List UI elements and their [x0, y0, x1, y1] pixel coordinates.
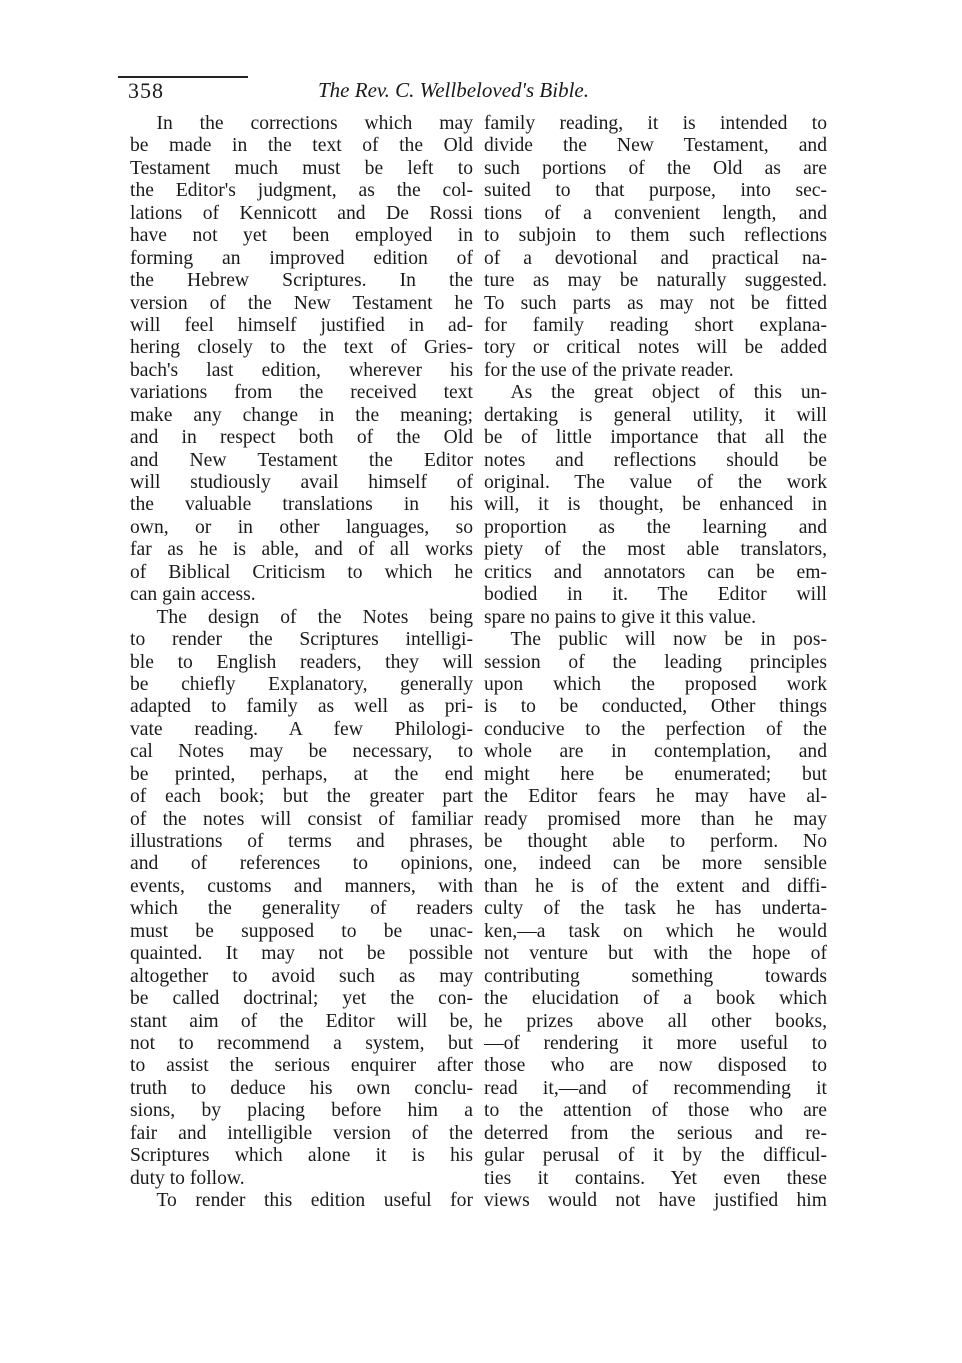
text-line: cal Notes may be necessary, to — [130, 741, 473, 763]
text-line: he prizes above all other books, — [484, 1010, 827, 1032]
text-line: make any change in the meaning; — [130, 404, 473, 426]
text-line: forming an improved edition of — [130, 247, 473, 269]
text-line: —of rendering it more useful to — [484, 1032, 827, 1054]
text-line: ties it contains. Yet even these — [484, 1167, 827, 1189]
text-line: quainted. It may not be possible — [130, 943, 473, 965]
text-line: altogether to avoid such as may — [130, 965, 473, 987]
text-line: those who are now disposed to — [484, 1055, 827, 1077]
text-line: the Editor's judgment, as the col- — [130, 180, 473, 202]
text-line: fair and intelligible version of the — [130, 1122, 473, 1144]
text-line: vate reading. A few Philologi- — [130, 718, 473, 740]
text-line: have not yet been employed in — [130, 225, 473, 247]
text-line: the elucidation of a book which — [484, 988, 827, 1010]
text-line: bodied in it. The Editor will — [484, 584, 827, 606]
text-line: such portions of the Old as are — [484, 157, 827, 179]
text-line: be thought able to perform. No — [484, 831, 827, 852]
text-line: be of little importance that all the — [484, 427, 827, 449]
text-line: piety of the most able translators, — [484, 539, 827, 561]
text-line: upon which the proposed work — [484, 673, 827, 695]
text-line: version of the New Testament he — [130, 292, 473, 314]
text-line: be printed, perhaps, at the end — [130, 763, 473, 785]
text-line: the Editor fears he may have al- — [484, 786, 827, 808]
running-title: The Rev. C. Wellbeloved's Bible. — [318, 78, 590, 102]
text-line: ready promised more than he may — [484, 808, 827, 830]
text-line: is to be conducted, Other things — [484, 696, 827, 718]
text-line: In the corrections which may — [156, 113, 473, 134]
text-line: must be supposed to be unac- — [130, 920, 473, 942]
text-line: will feel himself justified in ad- — [130, 314, 473, 336]
text-line: will studiously avail himself of — [130, 472, 473, 493]
right-column — [484, 113, 827, 1212]
text-line: than he is of the extent and diffi- — [484, 875, 827, 897]
text-line: ken,—a task on which he would — [484, 920, 827, 942]
text-line: which the generality of readers — [130, 898, 473, 920]
text-line: the valuable translations in his — [130, 494, 473, 516]
text-line: variations from the received text — [130, 382, 473, 404]
text-line: gular perusal of it by the difficul- — [484, 1145, 827, 1167]
text-line: suited to that purpose, into sec- — [484, 180, 827, 202]
text-line: adapted to family as well as pri- — [130, 696, 473, 718]
text-line: notes and reflections should be — [484, 449, 827, 471]
text-line: To such parts as may not be fitted — [484, 292, 827, 314]
text-line: to render the Scriptures intelligi- — [130, 629, 473, 651]
text-line: session of the leading principles — [484, 651, 827, 673]
text-line: far as he is able, and of all works — [130, 539, 473, 561]
text-line: not venture but with the hope of — [484, 943, 827, 965]
text-line: whole are in contemplation, and — [484, 741, 827, 763]
text-line: As the great object of this un- — [510, 382, 827, 404]
text-line: to the attention of those who are — [484, 1100, 827, 1122]
text-line: and in respect both of the Old — [130, 427, 473, 449]
text-line: ture as may be naturally suggested. — [484, 270, 827, 292]
text-line: of Biblical Criticism to which he — [130, 561, 473, 583]
text-line: not to recommend a system, but — [130, 1032, 473, 1054]
text-line: events, customs and manners, with — [130, 875, 473, 897]
text-line: to assist the serious enquirer after — [130, 1055, 473, 1077]
text-line: might here be enumerated; but — [484, 763, 827, 785]
text-line: divide the New Testament, and — [484, 135, 827, 157]
text-line: and of references to opinions, — [130, 853, 473, 875]
text-line: hering closely to the text of Gries- — [130, 337, 473, 359]
text-line: original. The value of the work — [484, 472, 827, 493]
text-line: Scriptures which alone it is his — [130, 1145, 473, 1167]
text-line: be called doctrinal; yet the con- — [130, 988, 473, 1010]
text-line: sions, by placing before him a — [130, 1100, 473, 1122]
text-line: Testament much must be left to — [130, 157, 473, 179]
text-line: for family reading short explana- — [484, 314, 827, 336]
text-line: dertaking is general utility, it will — [484, 404, 827, 426]
text-line: spare no pains to give it this value. — [484, 606, 757, 628]
text-line: be chiefly Explanatory, generally — [130, 673, 473, 695]
text-line: bach's last edition, wherever his — [130, 359, 473, 381]
text-line: tory or critical notes will be added — [484, 337, 827, 359]
text-line: duty to follow. — [130, 1167, 245, 1189]
text-line: be made in the text of the Old — [130, 135, 473, 157]
text-line: culty of the task he has underta- — [484, 898, 827, 920]
text-line: deterred from the serious and re- — [484, 1122, 827, 1144]
text-line: own, or in other languages, so — [130, 516, 473, 538]
text-line: family reading, it is intended to — [484, 113, 827, 134]
text-line: tions of a convenient length, and — [484, 202, 827, 224]
text-line: illustrations of terms and phrases, — [130, 831, 473, 852]
page-header — [128, 74, 828, 102]
text-line: proportion as the learning and — [484, 516, 827, 538]
page-number: 358 — [128, 78, 164, 103]
text-line: The design of the Notes being — [156, 606, 473, 628]
text-line: The public will now be in pos- — [510, 629, 827, 651]
text-line: To render this edition useful for — [156, 1190, 473, 1211]
text-line: the Hebrew Scriptures. In the — [130, 270, 473, 292]
text-line: for the use of the private reader. — [484, 359, 734, 381]
text-line: can gain access. — [130, 584, 256, 606]
text-line: critics and annotators can be em- — [484, 561, 827, 583]
text-line: of the notes will consist of familiar — [130, 808, 473, 830]
text-line: one, indeed can be more sensible — [484, 853, 827, 875]
text-line: of a devotional and practical na- — [484, 247, 827, 269]
text-line: read it,—and of recommending it — [484, 1077, 827, 1099]
text-line: of each book; but the greater part — [130, 786, 473, 808]
left-column — [130, 113, 473, 1212]
text-line: and New Testament the Editor — [130, 449, 473, 471]
text-line: stant aim of the Editor will be, — [130, 1010, 473, 1032]
text-line: truth to deduce his own conclu- — [130, 1077, 473, 1099]
text-line: ble to English readers, they will — [130, 651, 473, 673]
text-line: lations of Kennicott and De Rossi — [130, 202, 473, 224]
text-line: views would not have justified him — [484, 1190, 827, 1211]
text-line: conducive to the perfection of the — [484, 718, 827, 740]
text-line: to subjoin to them such reflections — [484, 225, 827, 247]
text-line: contributing something towards — [484, 965, 827, 987]
text-line: will, it is thought, be enhanced in — [484, 494, 827, 516]
